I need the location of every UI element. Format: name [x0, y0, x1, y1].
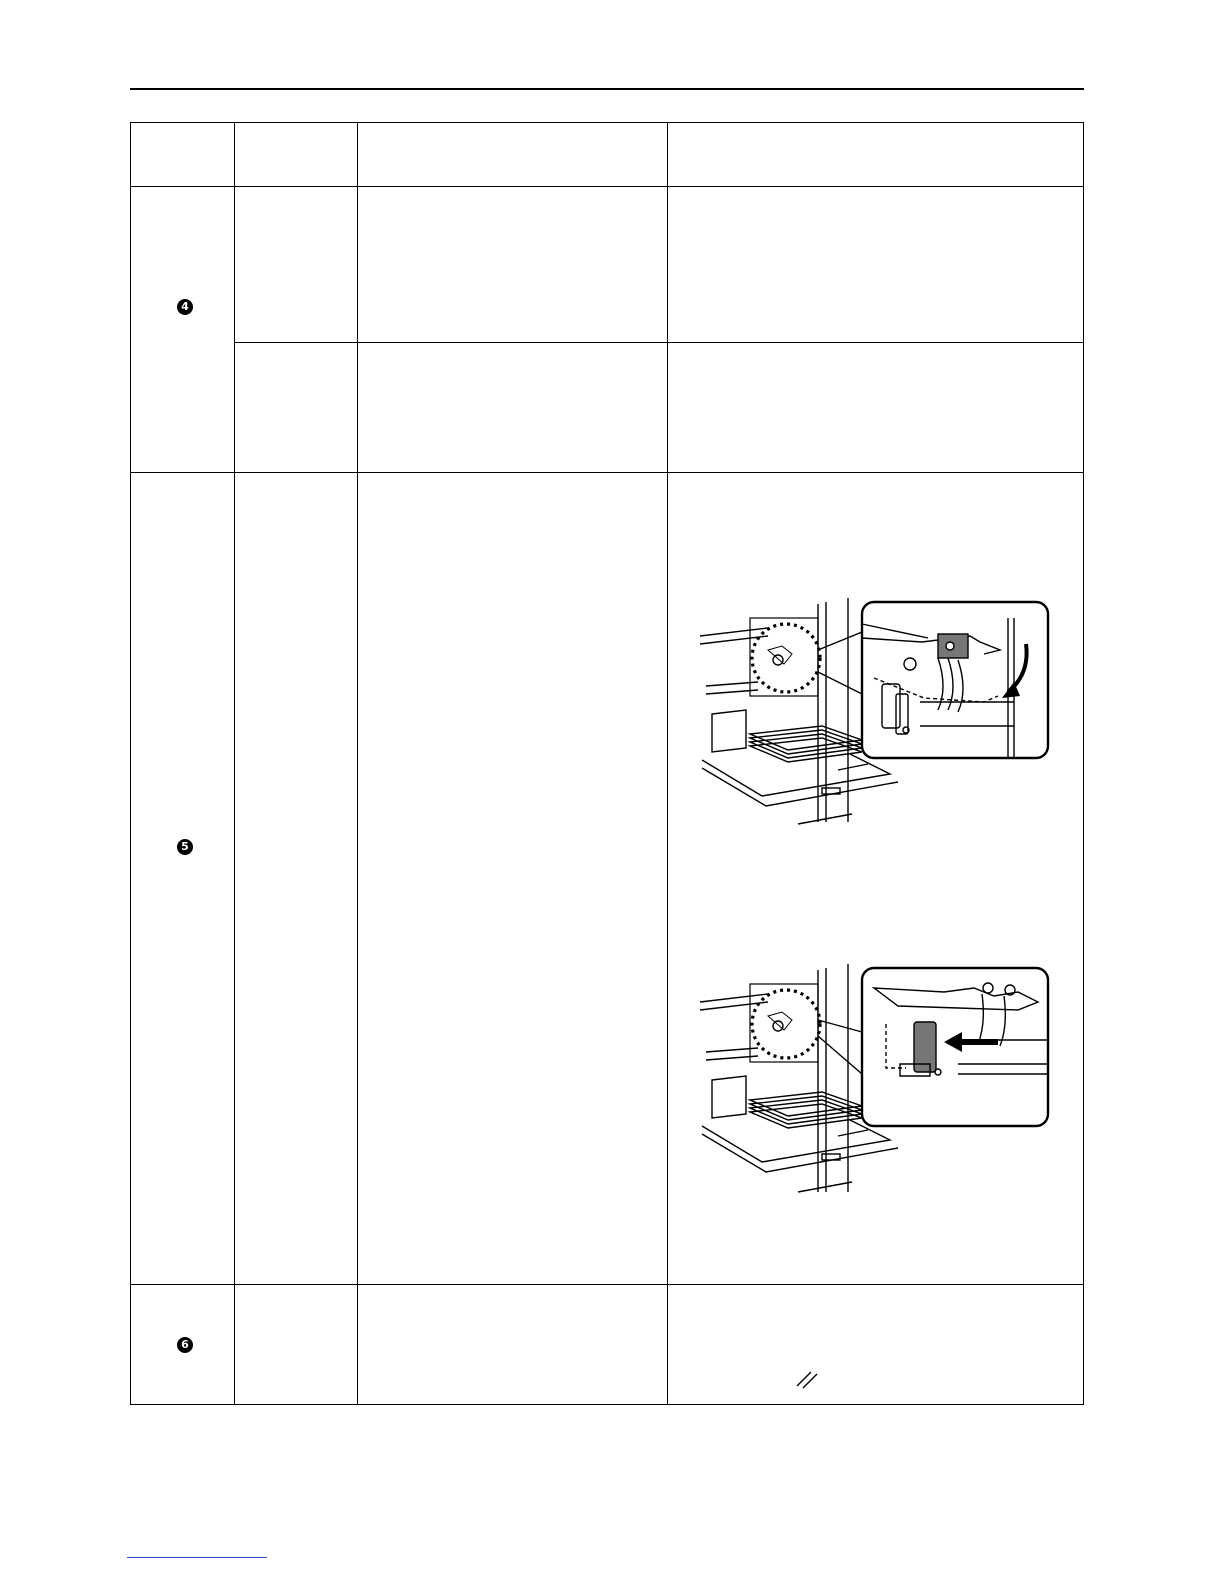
column-divider-2 [357, 122, 358, 1405]
illustration-lever-pushed [698, 964, 1054, 1196]
header-row-divider [130, 186, 1084, 187]
column-divider-1 [234, 122, 235, 1405]
table-border-bottom [130, 1404, 1084, 1405]
row-marker-6: 6 [177, 1337, 193, 1353]
double-slash-mark [793, 1368, 821, 1395]
illustration-lever-lowered [698, 598, 1054, 830]
table-border-top [130, 122, 1084, 123]
column-divider-3 [667, 122, 668, 1405]
table-border-right [1083, 122, 1084, 1405]
row5-divider [130, 1284, 1084, 1285]
row4-divider [130, 472, 1084, 473]
curved-arrow-icon [1008, 644, 1027, 692]
row-marker-5: 5 [177, 839, 193, 855]
row-marker-4: 4 [177, 299, 193, 315]
table-border-left [130, 122, 131, 1405]
row4-sub-divider [234, 342, 1084, 343]
footer-link-rule [127, 1557, 267, 1558]
